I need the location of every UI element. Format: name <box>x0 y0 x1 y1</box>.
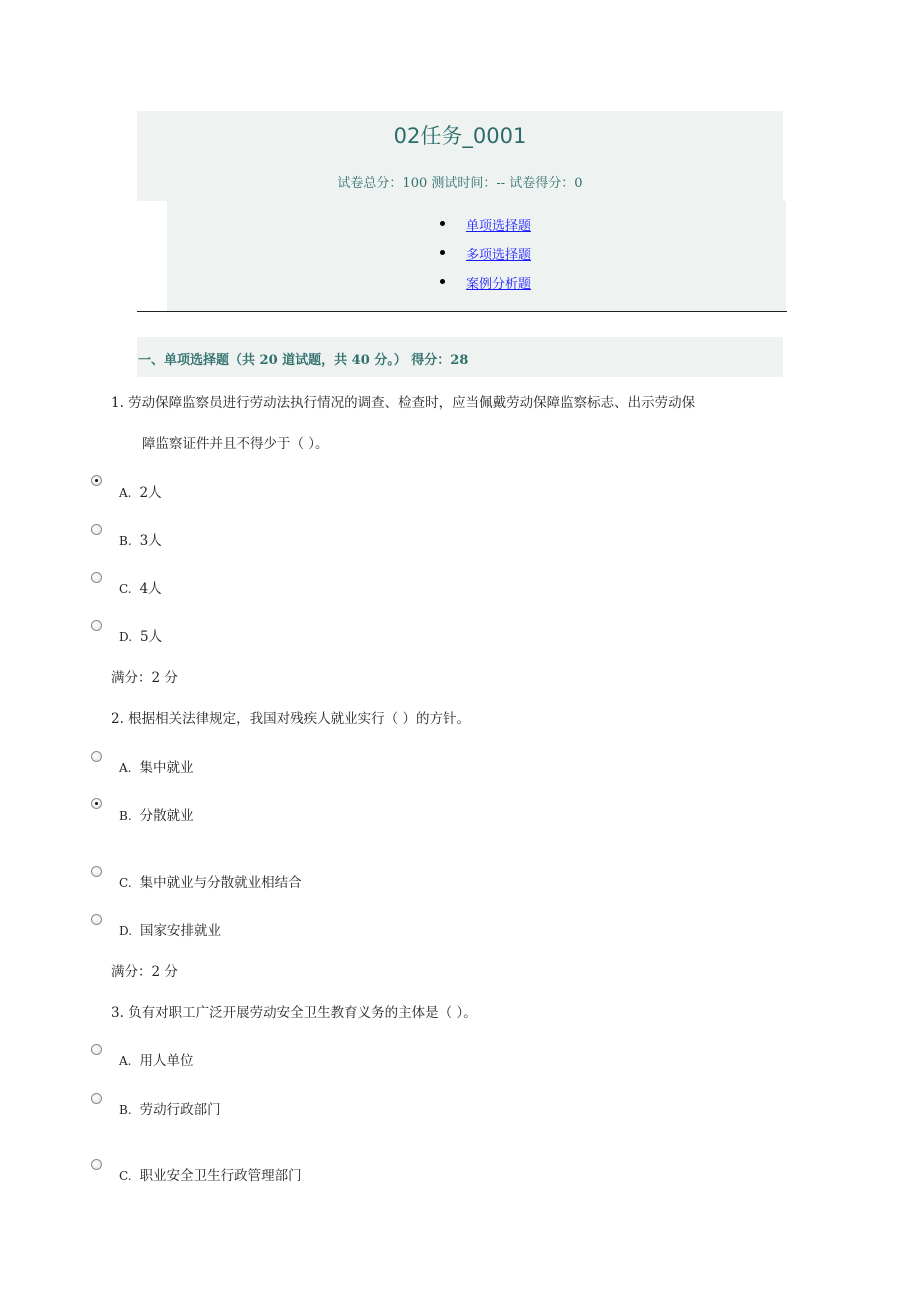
toc-link-case-analysis[interactable]: 案例分析题 <box>466 277 532 292</box>
question-1-text: 1. 劳动保障监察员进行劳动法执行情况的调查、检查时，应当佩戴劳动保障监察标志、出示劳动保 <box>111 395 696 411</box>
question-1-text-cont: 障监察证件并且不得少于（ ）。 <box>142 436 329 452</box>
radio-q3-b[interactable] <box>91 1093 102 1104</box>
radio-q3-a[interactable] <box>91 1044 102 1055</box>
radio-q2-d[interactable] <box>91 914 102 925</box>
radio-q1-c[interactable] <box>91 572 102 583</box>
option-q2-b[interactable]: B. 分散就业 <box>119 808 194 824</box>
question-3-text: 3. 负有对职工广泛开展劳动安全卫生教育义务的主体是（ ）。 <box>111 1005 477 1021</box>
radio-q2-c[interactable] <box>91 866 102 877</box>
radio-q1-b[interactable] <box>91 524 102 535</box>
page-title: 02任务_0001 <box>393 124 527 148</box>
toc-link-multiple-choice[interactable]: 多项选择题 <box>466 248 532 263</box>
option-q1-b[interactable]: B. 3人 <box>119 533 162 549</box>
option-q3-c[interactable]: C. 职业安全卫生行政管理部门 <box>119 1168 302 1184</box>
option-q3-b[interactable]: B. 劳动行政部门 <box>119 1102 221 1118</box>
option-q3-a[interactable]: A. 用人单位 <box>119 1053 194 1069</box>
question-2-text: 2. 根据相关法律规定，我国对残疾人就业实行（ ）的方针。 <box>111 711 470 727</box>
option-q2-c[interactable]: C. 集中就业与分散就业相结合 <box>119 875 302 891</box>
option-q1-c[interactable]: C. 4人 <box>119 581 162 597</box>
radio-q2-b[interactable] <box>91 798 102 809</box>
option-q1-d[interactable]: D. 5人 <box>119 629 163 645</box>
option-q1-a[interactable]: A. 2人 <box>119 485 162 501</box>
option-q2-a[interactable]: A. 集中就业 <box>119 760 194 776</box>
toc-link-single-choice[interactable]: 单项选择题 <box>466 219 532 234</box>
exam-meta: 试卷总分：100 测试时间：-- 试卷得分：0 <box>337 176 583 191</box>
bullet-icon <box>440 250 445 255</box>
bullet-icon <box>440 221 445 226</box>
question-1-score: 满分：2 分 <box>111 670 178 686</box>
section-title: 一、单项选择题（共 20 道试题，共 40 分。） 得分：28 <box>138 353 469 368</box>
radio-q3-c[interactable] <box>91 1159 102 1170</box>
question-2-score: 满分：2 分 <box>111 964 178 980</box>
option-q2-d[interactable]: D. 国家安排就业 <box>119 923 222 939</box>
radio-q1-d[interactable] <box>91 620 102 631</box>
radio-q2-a[interactable] <box>91 751 102 762</box>
divider <box>137 311 787 312</box>
radio-q1-a[interactable] <box>91 475 102 486</box>
bullet-icon <box>440 279 445 284</box>
